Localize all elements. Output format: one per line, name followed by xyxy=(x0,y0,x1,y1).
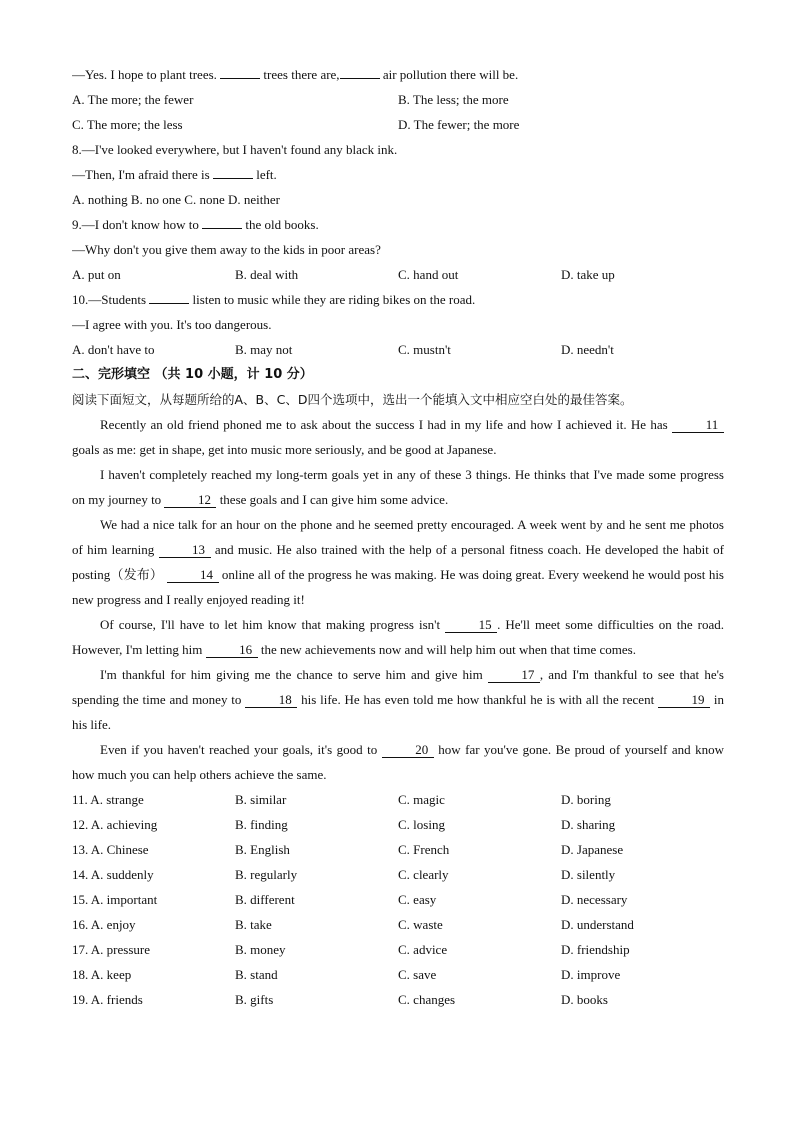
q9-option-c[interactable]: C. hand out xyxy=(398,267,459,282)
passage-text: these goals and I can give him some advice. xyxy=(216,492,449,507)
passage-text: in his life. xyxy=(72,692,724,732)
cloze-option[interactable]: 12. A. achieving xyxy=(72,817,158,832)
cloze-blank-11[interactable]: 11 xyxy=(672,417,724,433)
q7-reply-part: trees there are, xyxy=(260,67,340,82)
cloze-option[interactable]: 17. A. pressure xyxy=(72,942,150,957)
answer-blank[interactable] xyxy=(220,63,260,79)
cloze-option[interactable]: B. different xyxy=(235,892,295,907)
cloze-option[interactable]: D. books xyxy=(561,992,608,1007)
cloze-blank-12[interactable]: 12 xyxy=(164,492,216,508)
cloze-option[interactable]: D. Japanese xyxy=(561,842,624,857)
q9-question-part: the old books. xyxy=(242,217,319,232)
q7-reply-part: —Yes. I hope to plant trees. xyxy=(72,67,221,82)
passage-paragraph-1 xyxy=(72,412,724,462)
answer-blank[interactable] xyxy=(202,213,242,229)
q8-question: 8.—I've looked everywhere, but I haven't found any black ink. xyxy=(72,142,398,157)
cloze-option[interactable]: 19. A. friends xyxy=(72,992,143,1007)
passage-text: . He'll meet some difficulties on the road. However, I'm letting him xyxy=(72,617,724,657)
cloze-options-row xyxy=(72,837,724,862)
cloze-blank-14[interactable]: 14 xyxy=(167,567,219,583)
passage-text: I'm thankful for him giving me the chance to serve him and give him xyxy=(100,667,488,682)
q9-option-d[interactable]: D. take up xyxy=(561,267,615,282)
passage-text: I haven't completely reached my long-term goals yet in any of these 3 things. He thinks that I've made some progress on my journey to xyxy=(72,467,724,507)
q10-question xyxy=(72,287,724,312)
q7-option-d[interactable]: D. The fewer; the more xyxy=(398,117,520,132)
cloze-option[interactable]: C. changes xyxy=(398,992,456,1007)
answer-blank[interactable] xyxy=(149,288,189,304)
cloze-options-row xyxy=(72,987,724,1012)
cloze-blank-20[interactable]: 20 xyxy=(382,742,434,758)
cloze-blank-16[interactable]: 16 xyxy=(206,642,258,658)
q10-question-part: listen to music while they are riding bikes on the road. xyxy=(189,292,476,307)
passage-text: how far you've gone. Be proud of yourself and know how much you can help others achieve the same. xyxy=(72,742,724,782)
cloze-option[interactable]: D. sharing xyxy=(561,817,616,832)
section-heading: 二、完形填空 （共 10 小题，计 10 分） xyxy=(72,367,313,382)
passage-text: Recently an old friend phoned me to ask about the success I had in my life and how I achieved it. He has xyxy=(100,417,672,432)
cloze-option[interactable]: D. improve xyxy=(561,967,621,982)
passage-text: and music. He also trained with the help of a personal fitness coach. He developed the habit of posting（发布） xyxy=(72,542,724,582)
cloze-option[interactable]: D. understand xyxy=(561,917,634,932)
passage-paragraph-2 xyxy=(72,462,724,512)
q8-reply-part: —Then, I'm afraid there is xyxy=(72,167,213,182)
cloze-option[interactable]: 13. A. Chinese xyxy=(72,842,149,857)
q7-reply-part: air pollution there will be. xyxy=(379,67,519,82)
cloze-option[interactable]: B. stand xyxy=(235,967,278,982)
cloze-option[interactable]: B. regularly xyxy=(235,867,298,882)
passage-text: his life. He has even told me how thankful he is with all the recent xyxy=(297,692,659,707)
q10-option-d[interactable]: D. needn't xyxy=(561,342,614,357)
cloze-option[interactable]: B. gifts xyxy=(235,992,274,1007)
cloze-options-row xyxy=(72,787,724,812)
q10-option-b[interactable]: B. may not xyxy=(235,342,293,357)
passage-paragraph-3 xyxy=(72,512,724,612)
q9-option-b[interactable]: B. deal with xyxy=(235,267,299,282)
q10-question-part: 10.—Students xyxy=(72,292,150,307)
cloze-option[interactable]: C. French xyxy=(398,842,450,857)
cloze-blank-19[interactable]: 19 xyxy=(658,692,710,708)
cloze-option[interactable]: B. English xyxy=(235,842,290,857)
cloze-options-row xyxy=(72,862,724,887)
cloze-blank-13[interactable]: 13 xyxy=(159,542,211,558)
cloze-option[interactable]: B. similar xyxy=(235,792,287,807)
cloze-options-row xyxy=(72,912,724,937)
cloze-option[interactable]: C. save xyxy=(398,967,437,982)
cloze-option[interactable]: D. silently xyxy=(561,867,616,882)
cloze-option[interactable]: C. clearly xyxy=(398,867,449,882)
q7-option-a[interactable]: A. The more; the fewer xyxy=(72,92,194,107)
passage-text: Of course, I'll have to let him know that making progress isn't xyxy=(100,617,446,632)
q10-options xyxy=(72,337,724,362)
cloze-option[interactable]: 18. A. keep xyxy=(72,967,132,982)
cloze-option[interactable]: B. take xyxy=(235,917,272,932)
section-instruction: 阅读下面短文，从每题所给的A、B、C、D四个选项中，选出一个能填入文中相应空白处的最佳答案。 xyxy=(72,392,633,407)
cloze-option[interactable]: 11. A. strange xyxy=(72,792,144,807)
cloze-option[interactable]: C. losing xyxy=(398,817,445,832)
cloze-option[interactable]: B. finding xyxy=(235,817,288,832)
passage-text: online all of the progress he was making. He was doing great. Every weekend he would post his new progress and I really enjoyed reading it! xyxy=(72,567,724,607)
q9-reply: —Why don't you give them away to the kids in poor areas? xyxy=(72,242,381,257)
q9-question xyxy=(72,212,724,237)
cloze-option[interactable]: C. magic xyxy=(398,792,445,807)
cloze-option[interactable]: C. easy xyxy=(398,892,437,907)
q9-option-a[interactable]: A. put on xyxy=(72,267,121,282)
q10-reply: —I agree with you. It's too dangerous. xyxy=(72,317,272,332)
q7-options-row-1 xyxy=(72,87,724,112)
q8-options[interactable]: A. nothing B. no one C. none D. neither xyxy=(72,192,280,207)
cloze-options-list xyxy=(72,787,724,1012)
q7-reply xyxy=(72,62,724,87)
cloze-blank-15[interactable]: 15 xyxy=(445,617,497,633)
passage-text: Even if you haven't reached your goals, it's good to xyxy=(100,742,382,757)
passage-text: goals as me: get in shape, get into music more seriously, and be good at Japanese. xyxy=(72,442,497,457)
cloze-options-row xyxy=(72,962,724,987)
passage-paragraph-5 xyxy=(72,662,724,737)
cloze-option[interactable]: 14. A. suddenly xyxy=(72,867,154,882)
passage-text: We had a nice talk for an hour on the phone and he seemed pretty encouraged. A week went by and he sent me photos of him learning xyxy=(72,517,724,557)
passage-text: , and I'm thankful to see that he's spending the time and money to xyxy=(72,667,724,707)
answer-blank[interactable] xyxy=(340,63,380,79)
q8-reply-part: left. xyxy=(252,167,277,182)
cloze-blank-17[interactable]: 17 xyxy=(488,667,540,683)
q10-option-c[interactable]: C. mustn't xyxy=(398,342,451,357)
q7-option-c[interactable]: C. The more; the less xyxy=(72,117,183,132)
cloze-option[interactable]: C. waste xyxy=(398,917,443,932)
cloze-options-row xyxy=(72,887,724,912)
cloze-option[interactable]: 15. A. important xyxy=(72,892,158,907)
q9-options xyxy=(72,262,724,287)
q7-options-row-2 xyxy=(72,112,724,137)
cloze-blank-18[interactable]: 18 xyxy=(245,692,297,708)
answer-blank[interactable] xyxy=(213,163,253,179)
passage-text: the new achievements now and will help him out when that time comes. xyxy=(257,642,636,657)
q8-reply xyxy=(72,162,724,187)
cloze-options-row xyxy=(72,812,724,837)
q9-question-part: 9.—I don't know how to xyxy=(72,217,203,232)
exam-page xyxy=(72,62,724,1012)
q10-option-a[interactable]: A. don't have to xyxy=(72,342,155,357)
cloze-option[interactable]: B. money xyxy=(235,942,286,957)
cloze-option[interactable]: 16. A. enjoy xyxy=(72,917,136,932)
cloze-option[interactable]: D. friendship xyxy=(561,942,630,957)
cloze-option[interactable]: D. boring xyxy=(561,792,611,807)
passage-paragraph-6 xyxy=(72,737,724,787)
cloze-option[interactable]: D. necessary xyxy=(561,892,628,907)
cloze-options-row xyxy=(72,937,724,962)
q7-option-b[interactable]: B. The less; the more xyxy=(398,92,509,107)
cloze-option[interactable]: C. advice xyxy=(398,942,448,957)
passage-paragraph-4 xyxy=(72,612,724,662)
